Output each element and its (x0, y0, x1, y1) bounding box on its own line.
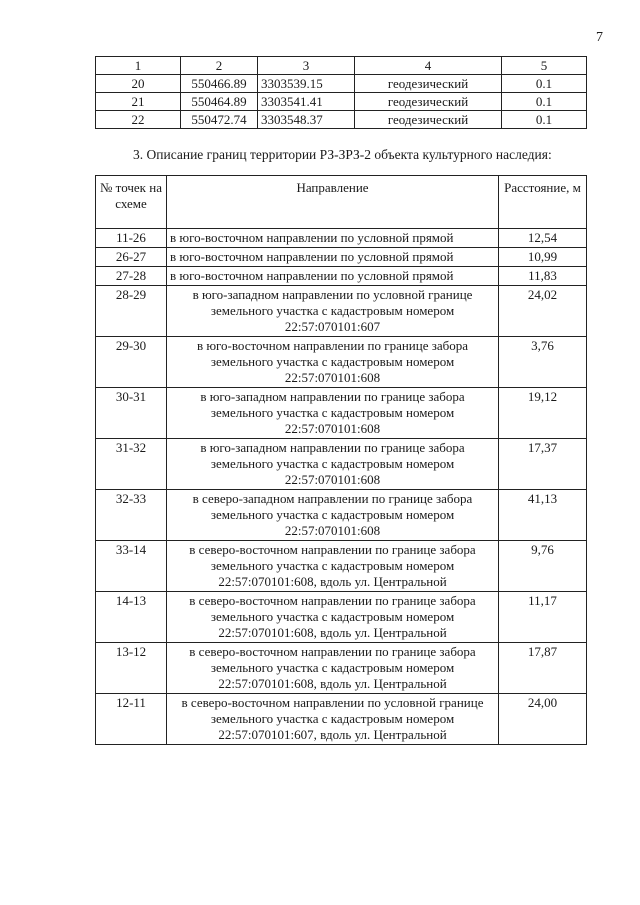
segment-direction: в юго-восточном направлении по границе забора земельного участка с кадастровым номером 22:57:070101:608 (167, 337, 499, 388)
segment-direction: в юго-западном направлении по границе забора земельного участка с кадастровым номером 22:57:070101:608 (167, 439, 499, 490)
coord-y: 3303539.15 (258, 75, 355, 93)
segment-points: 12-11 (96, 694, 167, 745)
segment-direction: в северо-восточном направлении по границе забора земельного участка с кадастровым номером 22:57:070101:608, вдоль ул. Центральной (167, 592, 499, 643)
segment-points: 26-27 (96, 248, 167, 267)
table-row (96, 643, 587, 694)
table-row (96, 267, 587, 286)
table-row (96, 490, 587, 541)
segment-distance: 9,76 (499, 541, 587, 592)
coord-x: 550466.89 (181, 75, 258, 93)
segment-direction: в северо-восточном направлении по границе забора земельного участка с кадастровым номером 22:57:070101:608, вдоль ул. Центральной (167, 643, 499, 694)
segment-direction: в юго-восточном направлении по условной прямой (167, 267, 499, 286)
header-cell: 1 (96, 57, 181, 75)
table-row (96, 111, 587, 129)
page-number: 7 (596, 30, 603, 45)
segment-points: 29-30 (96, 337, 167, 388)
section-title: 3. Описание границ территории РЗ-ЗРЗ-2 объекта культурного наследия: (133, 147, 552, 162)
table-row (96, 439, 587, 490)
segment-distance: 3,76 (499, 337, 587, 388)
segment-points: 27-28 (96, 267, 167, 286)
table-row (96, 248, 587, 267)
boundary-table (95, 175, 587, 745)
method: геодезический (355, 93, 502, 111)
method: геодезический (355, 111, 502, 129)
segment-direction: в северо-восточном направлении по условной границе земельного участка с кадастровым номером 22:57:070101:607, вдоль ул. Центральной (167, 694, 499, 745)
point-number: 21 (96, 93, 181, 111)
coordinates-table (95, 56, 587, 129)
header-points: № точек на схеме (96, 176, 167, 229)
segment-direction: в юго-западном направлении по условной границе земельного участка с кадастровым номером 22:57:070101:607 (167, 286, 499, 337)
segment-direction: в юго-восточном направлении по условной прямой (167, 229, 499, 248)
header-direction: Направление (167, 176, 499, 229)
segment-distance: 11,83 (499, 267, 587, 286)
segment-points: 14-13 (96, 592, 167, 643)
coord-y: 3303548.37 (258, 111, 355, 129)
segment-distance: 12,54 (499, 229, 587, 248)
segment-points: 32-33 (96, 490, 167, 541)
point-number: 22 (96, 111, 181, 129)
coord-x: 550464.89 (181, 93, 258, 111)
segment-direction: в юго-восточном направлении по условной прямой (167, 248, 499, 267)
coord-y: 3303541.41 (258, 93, 355, 111)
accuracy: 0.1 (502, 111, 587, 129)
coord-x: 550472.74 (181, 111, 258, 129)
header-cell: 2 (181, 57, 258, 75)
segment-distance: 24,02 (499, 286, 587, 337)
segment-points: 11-26 (96, 229, 167, 248)
accuracy: 0.1 (502, 75, 587, 93)
header-cell: 3 (258, 57, 355, 75)
accuracy: 0.1 (502, 93, 587, 111)
table-row (96, 388, 587, 439)
segment-points: 28-29 (96, 286, 167, 337)
segment-distance: 19,12 (499, 388, 587, 439)
segment-distance: 10,99 (499, 248, 587, 267)
segment-distance: 24,00 (499, 694, 587, 745)
point-number: 20 (96, 75, 181, 93)
segment-distance: 17,37 (499, 439, 587, 490)
segment-points: 30-31 (96, 388, 167, 439)
table-header-row (96, 57, 587, 75)
segment-distance: 11,17 (499, 592, 587, 643)
header-cell: 5 (502, 57, 587, 75)
segment-points: 13-12 (96, 643, 167, 694)
table-row (96, 694, 587, 745)
table-row (96, 286, 587, 337)
table-row (96, 592, 587, 643)
table-row (96, 229, 587, 248)
table-row (96, 93, 587, 111)
segment-direction: в северо-западном направлении по границе забора земельного участка с кадастровым номером 22:57:070101:608 (167, 490, 499, 541)
header-cell: 4 (355, 57, 502, 75)
table-header-row (96, 176, 587, 229)
segment-direction: в северо-восточном направлении по границе забора земельного участка с кадастровым номером 22:57:070101:608, вдоль ул. Центральной (167, 541, 499, 592)
segment-points: 31-32 (96, 439, 167, 490)
segment-direction: в юго-западном направлении по границе забора земельного участка с кадастровым номером 22:57:070101:608 (167, 388, 499, 439)
table-row (96, 75, 587, 93)
segment-distance: 41,13 (499, 490, 587, 541)
segment-points: 33-14 (96, 541, 167, 592)
header-distance: Расстояние, м (499, 176, 587, 229)
table-row (96, 337, 587, 388)
method: геодезический (355, 75, 502, 93)
table-row (96, 541, 587, 592)
segment-distance: 17,87 (499, 643, 587, 694)
